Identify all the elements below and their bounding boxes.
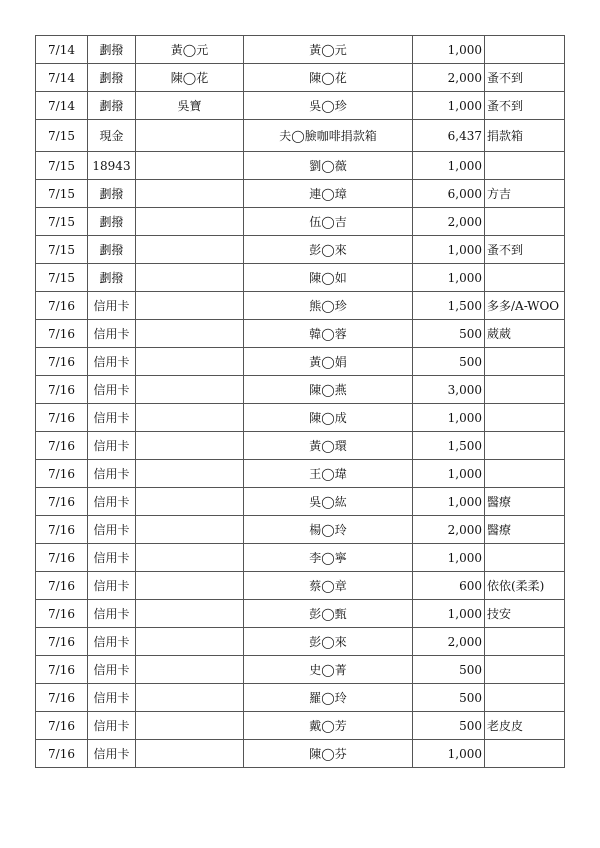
date-cell: 7/16	[36, 600, 88, 628]
table-row	[36, 740, 565, 768]
table-row	[36, 544, 565, 572]
method-cell: 信用卡	[88, 348, 136, 376]
date-cell: 7/15	[36, 152, 88, 180]
date-cell: 7/16	[36, 684, 88, 712]
method-cell: 信用卡	[88, 516, 136, 544]
table-row	[36, 92, 565, 120]
note-cell: 捐款箱	[485, 120, 565, 152]
note-cell	[485, 740, 565, 768]
amount-cell: 1,500	[413, 292, 485, 320]
account-name-cell	[136, 264, 244, 292]
method-cell: 劃撥	[88, 92, 136, 120]
date-cell: 7/15	[36, 236, 88, 264]
account-name-cell	[136, 180, 244, 208]
account-name-cell	[136, 600, 244, 628]
account-name-cell	[136, 544, 244, 572]
amount-cell: 1,500	[413, 432, 485, 460]
amount-cell: 1,000	[413, 488, 485, 516]
account-name-cell	[136, 516, 244, 544]
table-row	[36, 120, 565, 152]
table-row	[36, 712, 565, 740]
donation-ledger-table	[35, 35, 565, 768]
date-cell: 7/15	[36, 180, 88, 208]
account-name-cell	[136, 488, 244, 516]
note-cell	[485, 404, 565, 432]
note-cell	[485, 656, 565, 684]
date-cell: 7/16	[36, 628, 88, 656]
date-cell: 7/16	[36, 572, 88, 600]
donor-name-cell: 王◯瑋	[244, 460, 413, 488]
method-cell: 信用卡	[88, 376, 136, 404]
account-name-cell	[136, 404, 244, 432]
date-cell: 7/14	[36, 92, 88, 120]
method-cell: 信用卡	[88, 572, 136, 600]
note-cell: 蚤不到	[485, 64, 565, 92]
amount-cell: 500	[413, 712, 485, 740]
method-cell: 現金	[88, 120, 136, 152]
amount-cell: 1,000	[413, 740, 485, 768]
note-cell: 依依(柔柔)	[485, 572, 565, 600]
donor-name-cell: 黃◯娟	[244, 348, 413, 376]
date-cell: 7/15	[36, 208, 88, 236]
account-name-cell: 陳◯花	[136, 64, 244, 92]
amount-cell: 600	[413, 572, 485, 600]
method-cell: 信用卡	[88, 488, 136, 516]
date-cell: 7/16	[36, 712, 88, 740]
donor-name-cell: 劉◯薇	[244, 152, 413, 180]
table-row	[36, 320, 565, 348]
note-cell: 方吉	[485, 180, 565, 208]
date-cell: 7/16	[36, 656, 88, 684]
donor-name-cell: 陳◯成	[244, 404, 413, 432]
date-cell: 7/16	[36, 432, 88, 460]
amount-cell: 1,000	[413, 236, 485, 264]
account-name-cell	[136, 712, 244, 740]
amount-cell: 1,000	[413, 600, 485, 628]
table-row	[36, 628, 565, 656]
date-cell: 7/14	[36, 64, 88, 92]
amount-cell: 2,000	[413, 516, 485, 544]
donor-name-cell: 吳◯紘	[244, 488, 413, 516]
table-row	[36, 208, 565, 236]
note-cell	[485, 684, 565, 712]
donor-name-cell: 熊◯珍	[244, 292, 413, 320]
method-cell: 信用卡	[88, 404, 136, 432]
account-name-cell	[136, 120, 244, 152]
amount-cell: 2,000	[413, 208, 485, 236]
account-name-cell	[136, 460, 244, 488]
note-cell: 醫療	[485, 488, 565, 516]
date-cell: 7/16	[36, 376, 88, 404]
account-name-cell	[136, 740, 244, 768]
method-cell: 信用卡	[88, 544, 136, 572]
note-cell	[485, 432, 565, 460]
date-cell: 7/15	[36, 120, 88, 152]
date-cell: 7/16	[36, 404, 88, 432]
note-cell: 葳葳	[485, 320, 565, 348]
method-cell: 劃撥	[88, 236, 136, 264]
method-cell: 劃撥	[88, 36, 136, 64]
account-name-cell	[136, 236, 244, 264]
table-row	[36, 404, 565, 432]
method-cell: 信用卡	[88, 628, 136, 656]
date-cell: 7/16	[36, 488, 88, 516]
method-cell: 信用卡	[88, 712, 136, 740]
donor-name-cell: 吳◯珍	[244, 92, 413, 120]
table-row	[36, 180, 565, 208]
account-name-cell	[136, 292, 244, 320]
account-name-cell	[136, 684, 244, 712]
donor-name-cell: 史◯菁	[244, 656, 413, 684]
amount-cell: 1,000	[413, 264, 485, 292]
amount-cell: 1,000	[413, 404, 485, 432]
note-cell: 老皮皮	[485, 712, 565, 740]
account-name-cell: 吳寶	[136, 92, 244, 120]
account-name-cell	[136, 208, 244, 236]
note-cell	[485, 264, 565, 292]
note-cell	[485, 460, 565, 488]
date-cell: 7/16	[36, 348, 88, 376]
date-cell: 7/16	[36, 740, 88, 768]
table-row	[36, 684, 565, 712]
method-cell: 信用卡	[88, 460, 136, 488]
table-row	[36, 376, 565, 404]
donor-name-cell: 彭◯甄	[244, 600, 413, 628]
note-cell: 蚤不到	[485, 92, 565, 120]
date-cell: 7/15	[36, 264, 88, 292]
table-row	[36, 432, 565, 460]
account-name-cell	[136, 152, 244, 180]
table-row	[36, 236, 565, 264]
note-cell	[485, 376, 565, 404]
amount-cell: 500	[413, 320, 485, 348]
date-cell: 7/16	[36, 292, 88, 320]
method-cell: 劃撥	[88, 208, 136, 236]
method-cell: 信用卡	[88, 320, 136, 348]
donor-name-cell: 黃◯元	[244, 36, 413, 64]
donor-name-cell: 彭◯來	[244, 236, 413, 264]
method-cell: 劃撥	[88, 64, 136, 92]
amount-cell: 2,000	[413, 628, 485, 656]
amount-cell: 500	[413, 684, 485, 712]
amount-cell: 6,437	[413, 120, 485, 152]
account-name-cell	[136, 320, 244, 348]
method-cell: 信用卡	[88, 656, 136, 684]
note-cell	[485, 628, 565, 656]
note-cell: 多多/A-WOO	[485, 292, 565, 320]
method-cell: 信用卡	[88, 292, 136, 320]
table-row	[36, 572, 565, 600]
amount-cell: 1,000	[413, 92, 485, 120]
date-cell: 7/14	[36, 36, 88, 64]
table-row	[36, 64, 565, 92]
table-row	[36, 264, 565, 292]
account-name-cell	[136, 348, 244, 376]
note-cell: 醫療	[485, 516, 565, 544]
donor-name-cell: 伍◯吉	[244, 208, 413, 236]
donor-name-cell: 黃◯環	[244, 432, 413, 460]
donor-name-cell: 戴◯芳	[244, 712, 413, 740]
donor-name-cell: 蔡◯章	[244, 572, 413, 600]
note-cell	[485, 544, 565, 572]
amount-cell: 3,000	[413, 376, 485, 404]
account-name-cell	[136, 376, 244, 404]
table-row	[36, 152, 565, 180]
table-row	[36, 488, 565, 516]
amount-cell: 500	[413, 348, 485, 376]
method-cell: 信用卡	[88, 432, 136, 460]
donor-name-cell: 楊◯玲	[244, 516, 413, 544]
table-row	[36, 460, 565, 488]
method-cell: 信用卡	[88, 600, 136, 628]
amount-cell: 1,000	[413, 36, 485, 64]
amount-cell: 1,000	[413, 152, 485, 180]
amount-cell: 500	[413, 656, 485, 684]
note-cell: 技安	[485, 600, 565, 628]
date-cell: 7/16	[36, 460, 88, 488]
method-cell: 信用卡	[88, 684, 136, 712]
donor-name-cell: 李◯寧	[244, 544, 413, 572]
note-cell	[485, 36, 565, 64]
method-cell: 信用卡	[88, 740, 136, 768]
method-cell: 18943	[88, 152, 136, 180]
donor-name-cell: 陳◯如	[244, 264, 413, 292]
table-row	[36, 36, 565, 64]
amount-cell: 2,000	[413, 64, 485, 92]
note-cell: 蚤不到	[485, 236, 565, 264]
account-name-cell	[136, 432, 244, 460]
donor-name-cell: 韓◯蓉	[244, 320, 413, 348]
date-cell: 7/16	[36, 544, 88, 572]
account-name-cell: 黃◯元	[136, 36, 244, 64]
table-row	[36, 656, 565, 684]
date-cell: 7/16	[36, 516, 88, 544]
donor-name-cell: 羅◯玲	[244, 684, 413, 712]
method-cell: 劃撥	[88, 264, 136, 292]
amount-cell: 1,000	[413, 544, 485, 572]
donor-name-cell: 陳◯芬	[244, 740, 413, 768]
amount-cell: 6,000	[413, 180, 485, 208]
donor-name-cell: 彭◯來	[244, 628, 413, 656]
note-cell	[485, 152, 565, 180]
table-row	[36, 348, 565, 376]
account-name-cell	[136, 572, 244, 600]
donor-name-cell: 夫◯臉咖啡捐款箱	[244, 120, 413, 152]
account-name-cell	[136, 656, 244, 684]
method-cell: 劃撥	[88, 180, 136, 208]
account-name-cell	[136, 628, 244, 656]
table-row	[36, 292, 565, 320]
donor-name-cell: 陳◯花	[244, 64, 413, 92]
donor-name-cell: 連◯璋	[244, 180, 413, 208]
table-row	[36, 600, 565, 628]
note-cell	[485, 208, 565, 236]
amount-cell: 1,000	[413, 460, 485, 488]
table-row	[36, 516, 565, 544]
date-cell: 7/16	[36, 320, 88, 348]
note-cell	[485, 348, 565, 376]
donor-name-cell: 陳◯燕	[244, 376, 413, 404]
